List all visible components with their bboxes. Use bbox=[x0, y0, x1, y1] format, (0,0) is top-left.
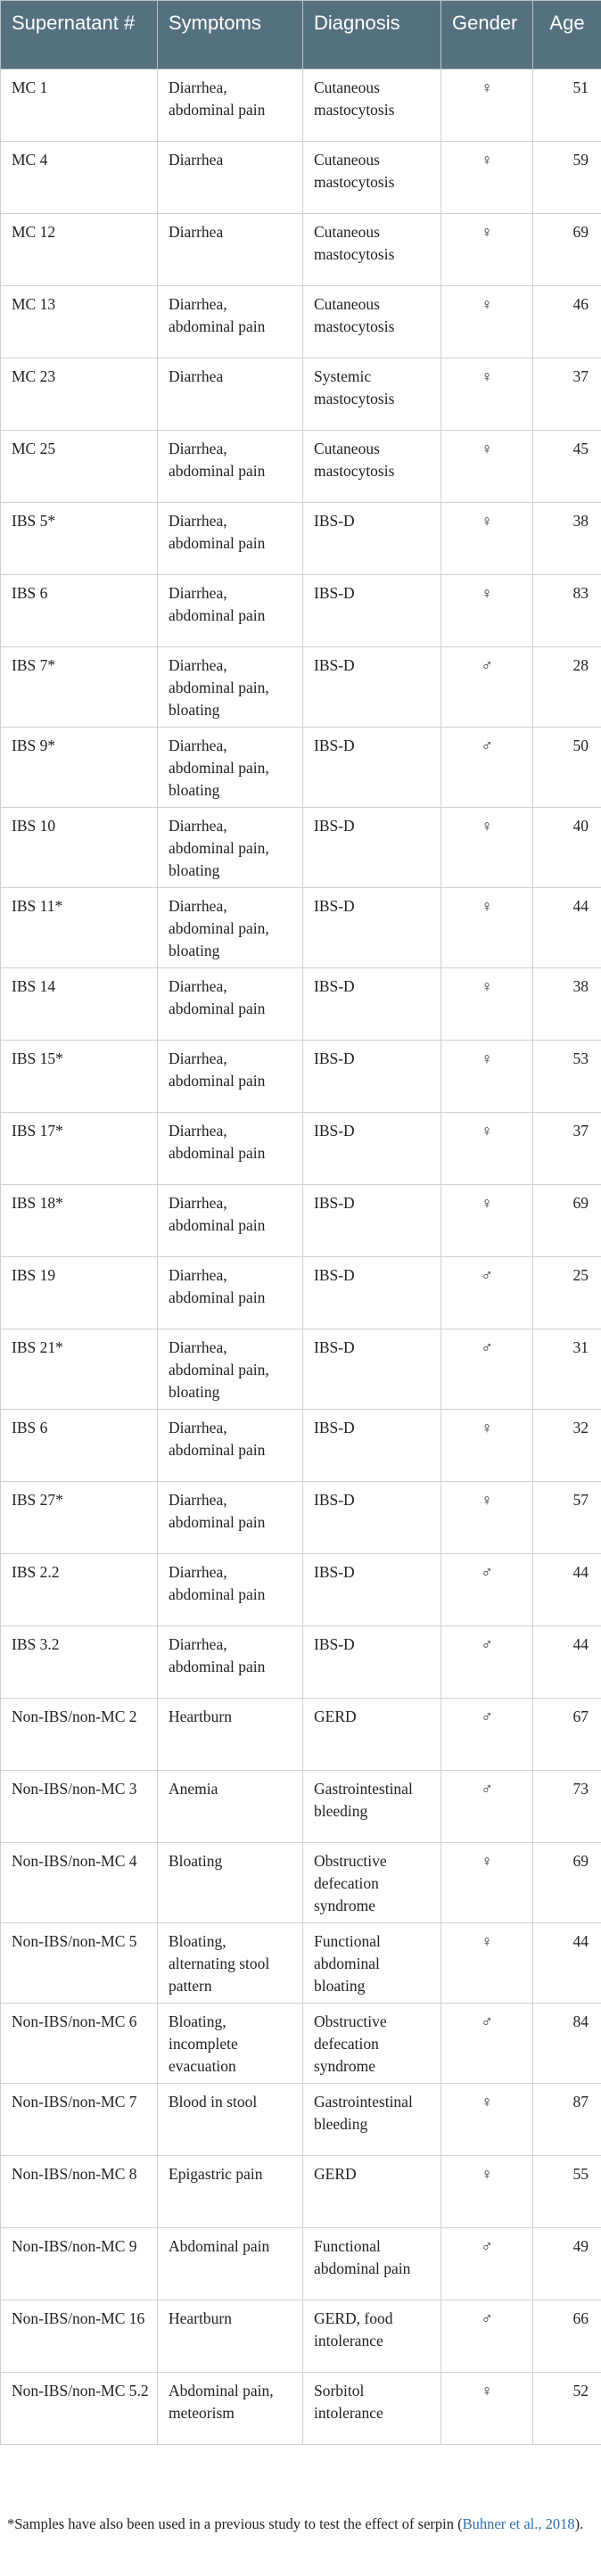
table-row bbox=[1, 968, 601, 1041]
cell-gender: ♂ bbox=[441, 1626, 533, 1699]
cell-diagnosis: Obstructive defecation syndrome bbox=[303, 1843, 441, 1923]
cell-supernatant: IBS 5* bbox=[1, 503, 158, 575]
cell-diagnosis: IBS-D bbox=[303, 1626, 441, 1699]
cell-symptoms: Epigastric pain bbox=[158, 2156, 303, 2228]
cell-symptoms: Diarrhea bbox=[158, 358, 303, 431]
cell-diagnosis: IBS-D bbox=[303, 1329, 441, 1410]
cell-symptoms: Abdominal pain bbox=[158, 2228, 303, 2300]
cell-supernatant: MC 12 bbox=[1, 214, 158, 286]
cell-gender: ♀ bbox=[441, 1041, 533, 1113]
cell-gender: ♀ bbox=[441, 1410, 533, 1482]
cell-gender: ♀ bbox=[441, 358, 533, 431]
header-diagnosis: Diagnosis bbox=[303, 1, 441, 70]
cell-age: 44 bbox=[533, 1554, 601, 1626]
footnote-text: *Samples have also been used in a previous study to test the effect of serpin ( bbox=[7, 2515, 463, 2532]
cell-symptoms: Diarrhea, abdominal pain bbox=[158, 1482, 303, 1554]
header-symptoms: Symptoms bbox=[158, 1, 303, 70]
cell-gender: ♂ bbox=[441, 647, 533, 728]
cell-gender: ♂ bbox=[441, 728, 533, 808]
cell-symptoms: Diarrhea, abdominal pain, bloating bbox=[158, 647, 303, 728]
cell-diagnosis: IBS-D bbox=[303, 1257, 441, 1329]
cell-age: 28 bbox=[533, 647, 601, 728]
cell-diagnosis: Cutaneous mastocytosis bbox=[303, 142, 441, 214]
cell-symptoms: Bloating, incomplete evacuation bbox=[158, 2004, 303, 2084]
table-row bbox=[1, 2373, 601, 2445]
cell-supernatant: IBS 15* bbox=[1, 1041, 158, 1113]
cell-diagnosis: IBS-D bbox=[303, 1554, 441, 1626]
cell-supernatant: MC 23 bbox=[1, 358, 158, 431]
footnote bbox=[0, 2513, 596, 2535]
cell-age: 50 bbox=[533, 728, 601, 808]
cell-age: 73 bbox=[533, 1771, 601, 1843]
cell-age: 44 bbox=[533, 1923, 601, 2004]
table-row bbox=[1, 2300, 601, 2373]
cell-symptoms: Diarrhea, abdominal pain bbox=[158, 1410, 303, 1482]
table-row bbox=[1, 1699, 601, 1771]
cell-diagnosis: Gastrointestinal bleeding bbox=[303, 1771, 441, 1843]
table-row bbox=[1, 2156, 601, 2228]
cell-age: 37 bbox=[533, 1113, 601, 1185]
cell-symptoms: Diarrhea, abdominal pain, bloating bbox=[158, 888, 303, 968]
cell-diagnosis: Obstructive defecation syndrome bbox=[303, 2004, 441, 2084]
cell-symptoms: Diarrhea, abdominal pain bbox=[158, 1113, 303, 1185]
cell-diagnosis: GERD bbox=[303, 2156, 441, 2228]
table-row bbox=[1, 888, 601, 968]
header-row bbox=[1, 1, 601, 70]
cell-age: 51 bbox=[533, 70, 601, 142]
cell-diagnosis: IBS-D bbox=[303, 728, 441, 808]
cell-gender: ♂ bbox=[441, 1699, 533, 1771]
cell-gender: ♀ bbox=[441, 968, 533, 1041]
cell-supernatant: Non-IBS/non-MC 5.2 bbox=[1, 2373, 158, 2445]
cell-diagnosis: IBS-D bbox=[303, 888, 441, 968]
cell-age: 69 bbox=[533, 214, 601, 286]
table-body bbox=[1, 70, 601, 2445]
header-gender: Gender bbox=[441, 1, 533, 70]
cell-diagnosis: Cutaneous mastocytosis bbox=[303, 70, 441, 142]
table-row bbox=[1, 214, 601, 286]
cell-diagnosis: IBS-D bbox=[303, 808, 441, 888]
table-row bbox=[1, 142, 601, 214]
cell-age: 55 bbox=[533, 2156, 601, 2228]
cell-supernatant: IBS 10 bbox=[1, 808, 158, 888]
cell-supernatant: IBS 7* bbox=[1, 647, 158, 728]
cell-symptoms: Diarrhea bbox=[158, 214, 303, 286]
table-row bbox=[1, 2004, 601, 2084]
cell-supernatant: IBS 14 bbox=[1, 968, 158, 1041]
cell-diagnosis: Gastrointestinal bleeding bbox=[303, 2084, 441, 2156]
cell-symptoms: Diarrhea, abdominal pain bbox=[158, 575, 303, 647]
cell-supernatant: Non-IBS/non-MC 9 bbox=[1, 2228, 158, 2300]
cell-supernatant: IBS 18* bbox=[1, 1185, 158, 1257]
cell-gender: ♀ bbox=[441, 286, 533, 358]
cell-supernatant: IBS 6 bbox=[1, 575, 158, 647]
cell-symptoms: Heartburn bbox=[158, 1699, 303, 1771]
table-row bbox=[1, 1482, 601, 1554]
cell-symptoms: Diarrhea, abdominal pain, bloating bbox=[158, 808, 303, 888]
cell-age: 38 bbox=[533, 503, 601, 575]
cell-supernatant: MC 25 bbox=[1, 431, 158, 503]
table-row bbox=[1, 1041, 601, 1113]
cell-diagnosis: IBS-D bbox=[303, 575, 441, 647]
cell-age: 83 bbox=[533, 575, 601, 647]
cell-symptoms: Bloating bbox=[158, 1843, 303, 1923]
table-row bbox=[1, 431, 601, 503]
table-row bbox=[1, 1626, 601, 1699]
table-row bbox=[1, 1185, 601, 1257]
cell-gender: ♀ bbox=[441, 214, 533, 286]
cell-symptoms: Abdominal pain, meteorism bbox=[158, 2373, 303, 2445]
cell-gender: ♀ bbox=[441, 888, 533, 968]
table-row bbox=[1, 1923, 601, 2004]
cell-diagnosis: Cutaneous mastocytosis bbox=[303, 214, 441, 286]
cell-supernatant: IBS 6 bbox=[1, 1410, 158, 1482]
cell-supernatant: Non-IBS/non-MC 3 bbox=[1, 1771, 158, 1843]
cell-age: 84 bbox=[533, 2004, 601, 2084]
table-row bbox=[1, 70, 601, 142]
cell-supernatant: Non-IBS/non-MC 6 bbox=[1, 2004, 158, 2084]
table-row bbox=[1, 728, 601, 808]
table-row bbox=[1, 1410, 601, 1482]
cell-age: 49 bbox=[533, 2228, 601, 2300]
cell-supernatant: IBS 17* bbox=[1, 1113, 158, 1185]
cell-diagnosis: IBS-D bbox=[303, 1185, 441, 1257]
cell-gender: ♀ bbox=[441, 575, 533, 647]
cell-age: 59 bbox=[533, 142, 601, 214]
cell-supernatant: Non-IBS/non-MC 16 bbox=[1, 2300, 158, 2373]
cell-diagnosis: Functional abdominal bloating bbox=[303, 1923, 441, 2004]
cell-age: 53 bbox=[533, 1041, 601, 1113]
cell-symptoms: Diarrhea, abdominal pain bbox=[158, 1257, 303, 1329]
cell-symptoms: Diarrhea, abdominal pain, bloating bbox=[158, 728, 303, 808]
table-row bbox=[1, 1257, 601, 1329]
cell-gender: ♀ bbox=[441, 70, 533, 142]
cell-gender: ♂ bbox=[441, 1554, 533, 1626]
cell-symptoms: Diarrhea, abdominal pain bbox=[158, 431, 303, 503]
cell-gender: ♀ bbox=[441, 431, 533, 503]
cell-age: 31 bbox=[533, 1329, 601, 1410]
cell-gender: ♂ bbox=[441, 2300, 533, 2373]
table-row bbox=[1, 358, 601, 431]
cell-symptoms: Diarrhea, abdominal pain bbox=[158, 1041, 303, 1113]
table-row bbox=[1, 286, 601, 358]
cell-symptoms: Bloating, alternating stool pattern bbox=[158, 1923, 303, 2004]
table-row bbox=[1, 1113, 601, 1185]
cell-gender: ♂ bbox=[441, 2228, 533, 2300]
cell-diagnosis: Sorbitol intolerance bbox=[303, 2373, 441, 2445]
cell-gender: ♀ bbox=[441, 808, 533, 888]
header-age: Age bbox=[533, 1, 601, 70]
cell-symptoms: Diarrhea, abdominal pain bbox=[158, 1185, 303, 1257]
cell-gender: ♂ bbox=[441, 1257, 533, 1329]
cell-supernatant: IBS 2.2 bbox=[1, 1554, 158, 1626]
cell-age: 44 bbox=[533, 1626, 601, 1699]
cell-diagnosis: IBS-D bbox=[303, 503, 441, 575]
cell-age: 25 bbox=[533, 1257, 601, 1329]
cell-diagnosis: IBS-D bbox=[303, 647, 441, 728]
table-row bbox=[1, 2084, 601, 2156]
cell-gender: ♀ bbox=[441, 1185, 533, 1257]
cell-gender: ♀ bbox=[441, 2084, 533, 2156]
cell-diagnosis: IBS-D bbox=[303, 1041, 441, 1113]
cell-age: 69 bbox=[533, 1843, 601, 1923]
cell-gender: ♀ bbox=[441, 1113, 533, 1185]
cell-supernatant: IBS 11* bbox=[1, 888, 158, 968]
cell-symptoms: Diarrhea, abdominal pain bbox=[158, 286, 303, 358]
cell-gender: ♀ bbox=[441, 1843, 533, 1923]
cell-age: 40 bbox=[533, 808, 601, 888]
cell-symptoms: Diarrhea, abdominal pain bbox=[158, 503, 303, 575]
cell-supernatant: Non-IBS/non-MC 7 bbox=[1, 2084, 158, 2156]
cell-diagnosis: Cutaneous mastocytosis bbox=[303, 286, 441, 358]
table-row bbox=[1, 575, 601, 647]
cell-symptoms: Diarrhea, abdominal pain bbox=[158, 1626, 303, 1699]
cell-age: 69 bbox=[533, 1185, 601, 1257]
cell-gender: ♀ bbox=[441, 1923, 533, 2004]
cell-diagnosis: IBS-D bbox=[303, 1113, 441, 1185]
cell-gender: ♂ bbox=[441, 1771, 533, 1843]
cell-symptoms: Blood in stool bbox=[158, 2084, 303, 2156]
cell-age: 52 bbox=[533, 2373, 601, 2445]
cell-supernatant: IBS 21* bbox=[1, 1329, 158, 1410]
cell-supernatant: Non-IBS/non-MC 4 bbox=[1, 1843, 158, 1923]
cell-symptoms: Heartburn bbox=[158, 2300, 303, 2373]
cell-supernatant: MC 1 bbox=[1, 70, 158, 142]
cell-diagnosis: GERD bbox=[303, 1699, 441, 1771]
cell-supernatant: Non-IBS/non-MC 2 bbox=[1, 1699, 158, 1771]
cell-age: 87 bbox=[533, 2084, 601, 2156]
footnote-closing: ). bbox=[574, 2515, 584, 2532]
cell-symptoms: Diarrhea, abdominal pain bbox=[158, 70, 303, 142]
cell-symptoms: Diarrhea, abdominal pain bbox=[158, 968, 303, 1041]
header-supernatant: Supernatant # bbox=[1, 1, 158, 70]
table-row bbox=[1, 503, 601, 575]
cell-diagnosis: IBS-D bbox=[303, 968, 441, 1041]
table-row bbox=[1, 2228, 601, 2300]
cell-supernatant: IBS 3.2 bbox=[1, 1626, 158, 1699]
cell-gender: ♂ bbox=[441, 1329, 533, 1410]
cell-supernatant: MC 13 bbox=[1, 286, 158, 358]
cell-age: 57 bbox=[533, 1482, 601, 1554]
cell-supernatant: MC 4 bbox=[1, 142, 158, 214]
cell-supernatant: Non-IBS/non-MC 8 bbox=[1, 2156, 158, 2228]
cell-diagnosis: IBS-D bbox=[303, 1482, 441, 1554]
table-row bbox=[1, 1843, 601, 1923]
cell-symptoms: Diarrhea bbox=[158, 142, 303, 214]
table-row bbox=[1, 1554, 601, 1626]
cell-diagnosis: GERD, food intolerance bbox=[303, 2300, 441, 2373]
table-row bbox=[1, 1329, 601, 1410]
cell-age: 37 bbox=[533, 358, 601, 431]
cell-supernatant: IBS 9* bbox=[1, 728, 158, 808]
cell-gender: ♀ bbox=[441, 503, 533, 575]
cell-age: 66 bbox=[533, 2300, 601, 2373]
cell-diagnosis: Systemic mastocytosis bbox=[303, 358, 441, 431]
cell-age: 45 bbox=[533, 431, 601, 503]
cell-supernatant: IBS 19 bbox=[1, 1257, 158, 1329]
cell-age: 46 bbox=[533, 286, 601, 358]
table-row bbox=[1, 647, 601, 728]
cell-age: 38 bbox=[533, 968, 601, 1041]
cell-symptoms: Anemia bbox=[158, 1771, 303, 1843]
cell-age: 44 bbox=[533, 888, 601, 968]
table-row bbox=[1, 1771, 601, 1843]
cell-diagnosis: IBS-D bbox=[303, 1410, 441, 1482]
cell-age: 67 bbox=[533, 1699, 601, 1771]
cell-symptoms: Diarrhea, abdominal pain bbox=[158, 1554, 303, 1626]
cell-supernatant: IBS 27* bbox=[1, 1482, 158, 1554]
table-row bbox=[1, 808, 601, 888]
cell-gender: ♀ bbox=[441, 142, 533, 214]
cell-supernatant: Non-IBS/non-MC 5 bbox=[1, 1923, 158, 2004]
cell-age: 32 bbox=[533, 1410, 601, 1482]
footnote-reference-link[interactable]: Buhner et al., 2018 bbox=[462, 2515, 575, 2532]
cell-diagnosis: Functional abdominal pain bbox=[303, 2228, 441, 2300]
cell-gender: ♀ bbox=[441, 1482, 533, 1554]
cell-gender: ♀ bbox=[441, 2156, 533, 2228]
cell-diagnosis: Cutaneous mastocytosis bbox=[303, 431, 441, 503]
cell-gender: ♀ bbox=[441, 2373, 533, 2445]
cell-symptoms: Diarrhea, abdominal pain, bloating bbox=[158, 1329, 303, 1410]
cell-gender: ♂ bbox=[441, 2004, 533, 2084]
